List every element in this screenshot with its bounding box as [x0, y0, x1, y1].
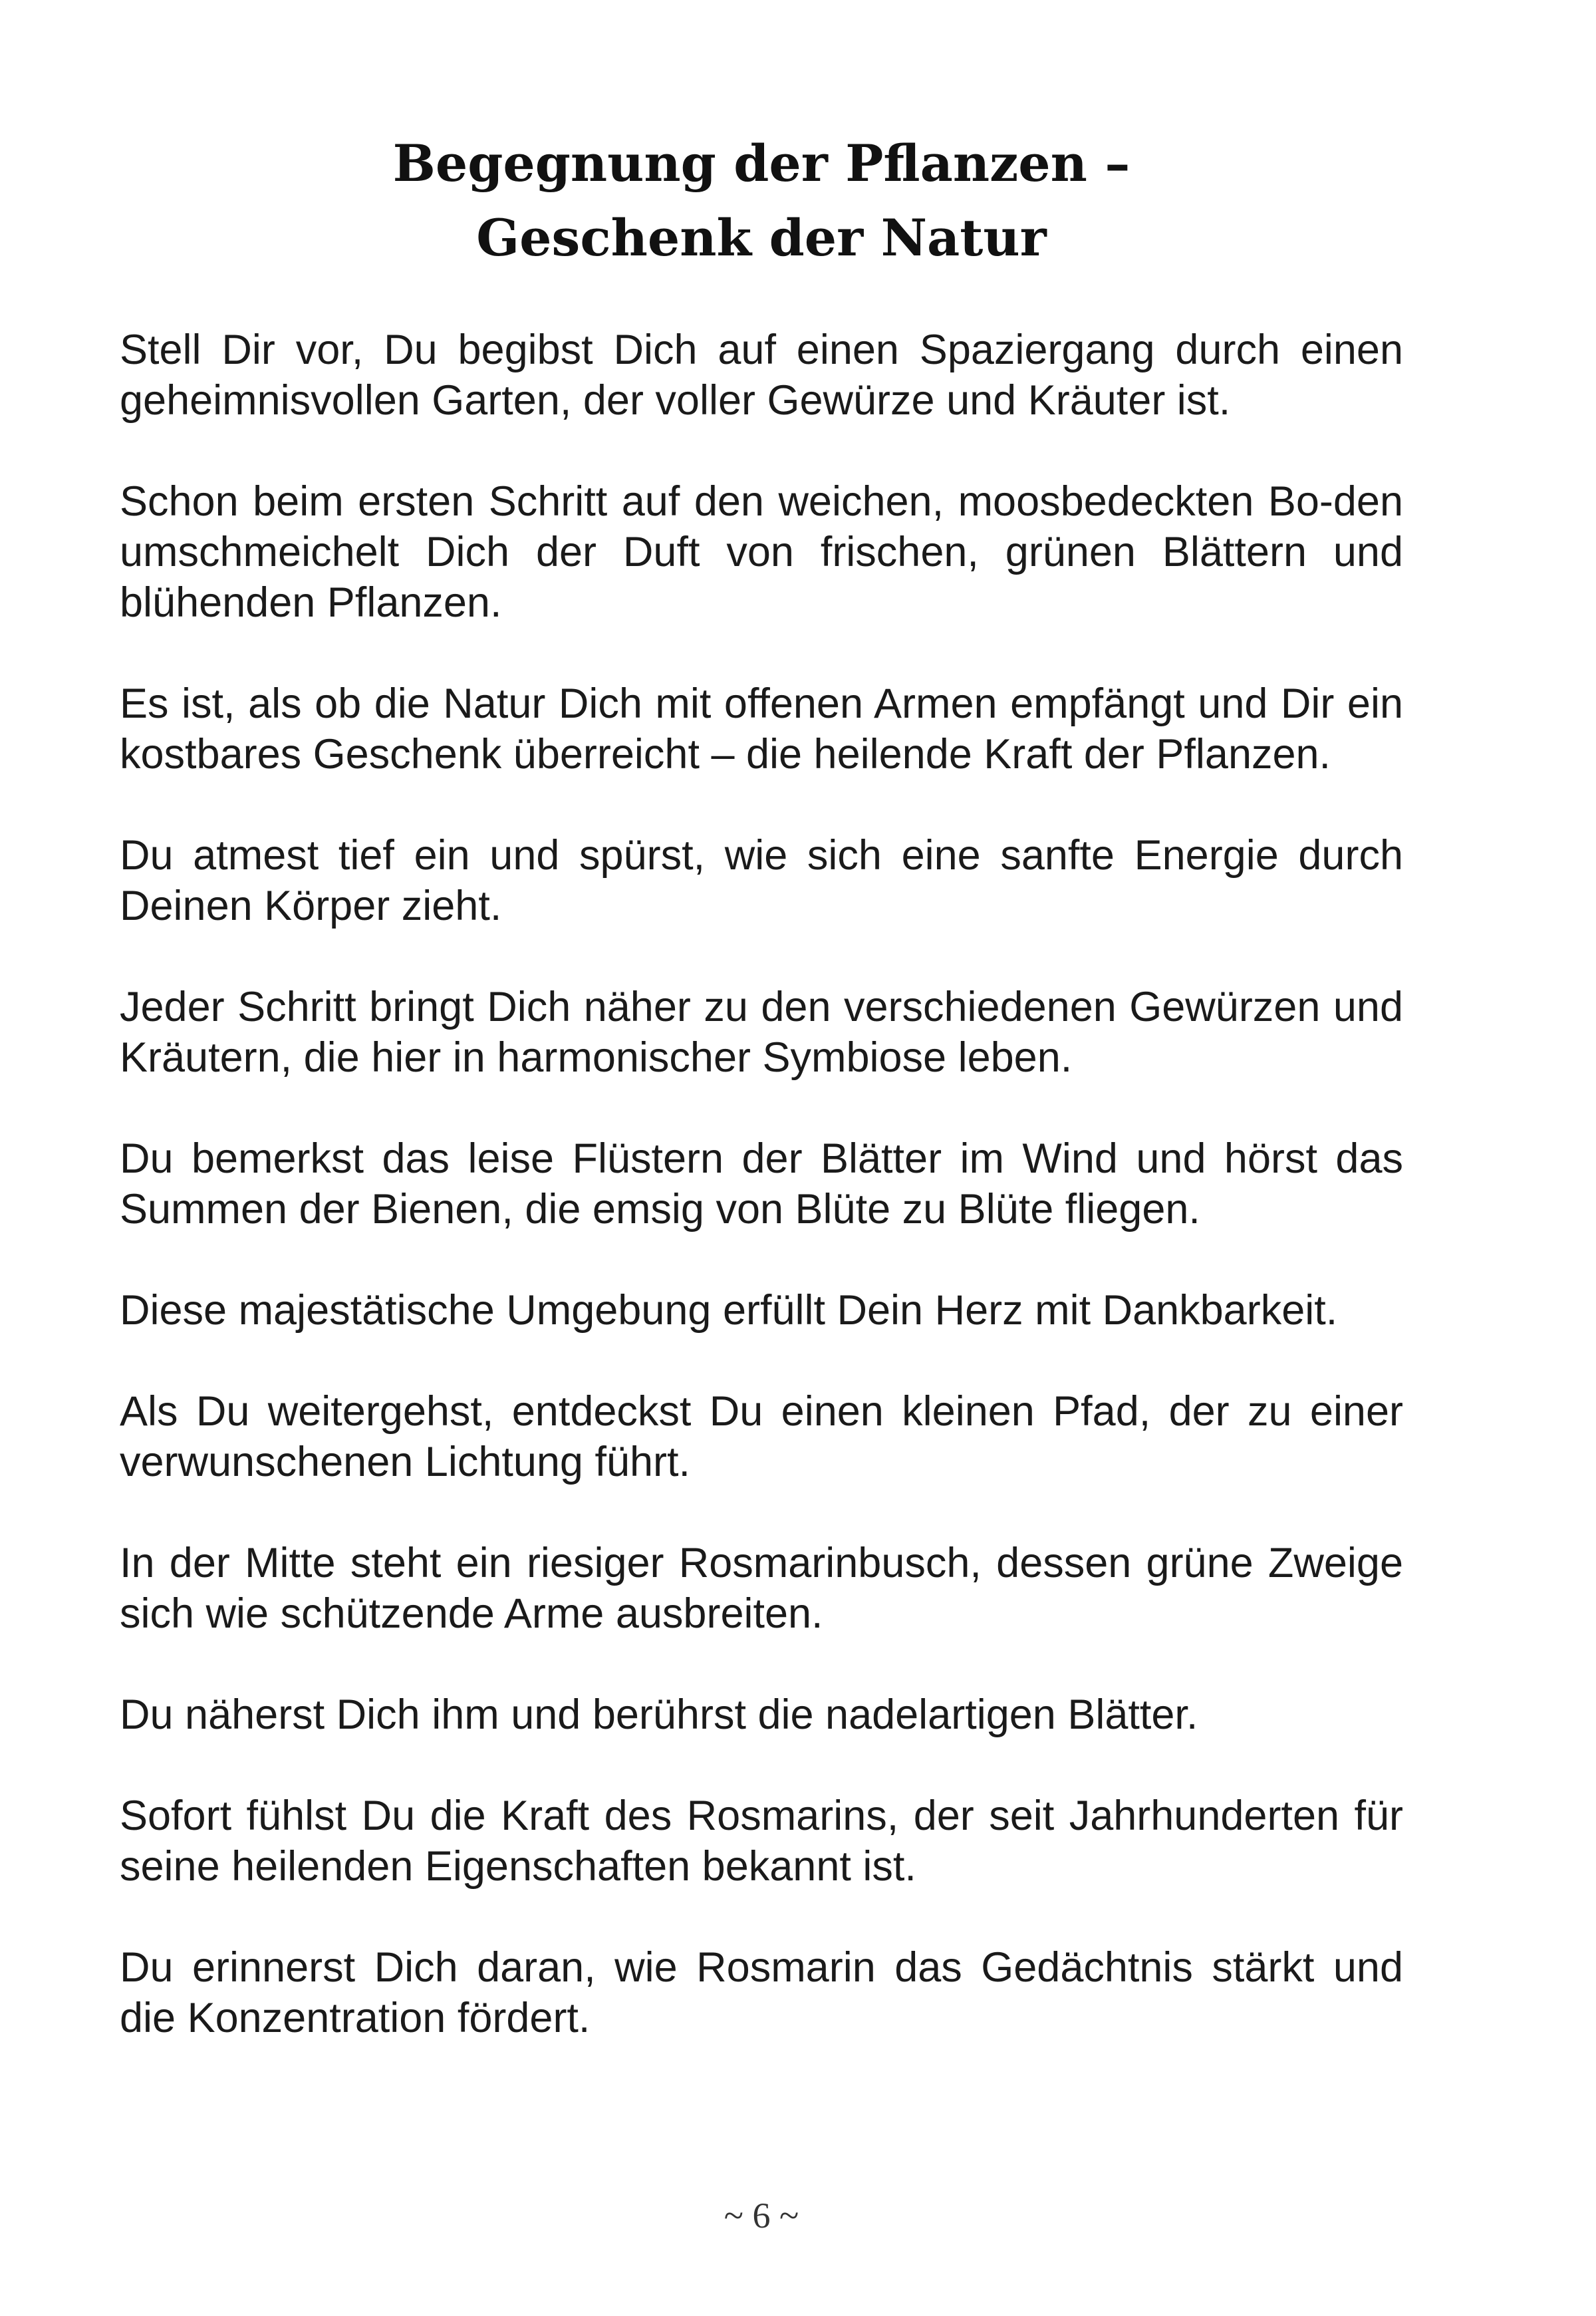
paragraph: Du bemerkst das leise Flüstern der Blätter im Wind und hörst das Summen der Bienen, die emsig von Blüte zu Blüte fliegen. — [120, 1135, 1403, 1232]
paragraph: Stell Dir vor, Du begibst Dich auf einen Spaziergang durch einen geheimnisvollen Garten, der voller Gewürze und Kräuter ist. — [120, 327, 1403, 424]
paragraph: Du atmest tief ein und spürst, wie sich eine sanfte Energie durch Deinen Körper zieht. — [120, 832, 1403, 929]
paragraph: Sofort fühlst Du die Kraft des Rosmarins, der seit Jahrhunderten für seine heilenden Eigenschaften bekannt ist. — [120, 1793, 1403, 1890]
paragraph: Du erinnerst Dich daran, wie Rosmarin das Gedächtnis stärkt und die Konzentration fördert. — [120, 1944, 1403, 2041]
paragraph: Diese majestätische Umgebung erfüllt Dein Herz mit Dankbarkeit. — [120, 1287, 1338, 1334]
body-text — [120, 325, 1403, 2094]
paragraph: Jeder Schritt bringt Dich näher zu den verschiedenen Gewürzen und Kräutern, die hier in harmonischer Symbiose leben. — [120, 984, 1403, 1081]
paragraph: Schon beim ersten Schritt auf den weichen, moosbedeckten Bo-den umschmeichelt Dich der Duft von frischen, grünen Blättern und blühenden Pflanzen. — [120, 478, 1403, 626]
paragraph: In der Mitte steht ein riesiger Rosmarinbusch, dessen grüne Zweige sich wie schützende Arme ausbreiten. — [120, 1540, 1403, 1637]
page-title-line-1: Begegnung der Pflanzen – — [392, 134, 1130, 193]
paragraph: Es ist, als ob die Natur Dich mit offenen Armen empfängt und Dir ein kostbares Geschenk überreicht – die heilende Kraft der Pflanzen. — [120, 680, 1403, 778]
page-number: ~ 6 ~ — [724, 2196, 799, 2236]
page-title — [0, 126, 1523, 275]
paragraph: Als Du weitergehst, entdeckst Du einen kleinen Pfad, der zu einer verwunschenen Lichtung führt. — [120, 1388, 1403, 1485]
paragraph: Du näherst Dich ihm und berührst die nadelartigen Blätter. — [120, 1691, 1198, 1738]
page-title-line-2: Geschenk der Natur — [476, 208, 1047, 267]
